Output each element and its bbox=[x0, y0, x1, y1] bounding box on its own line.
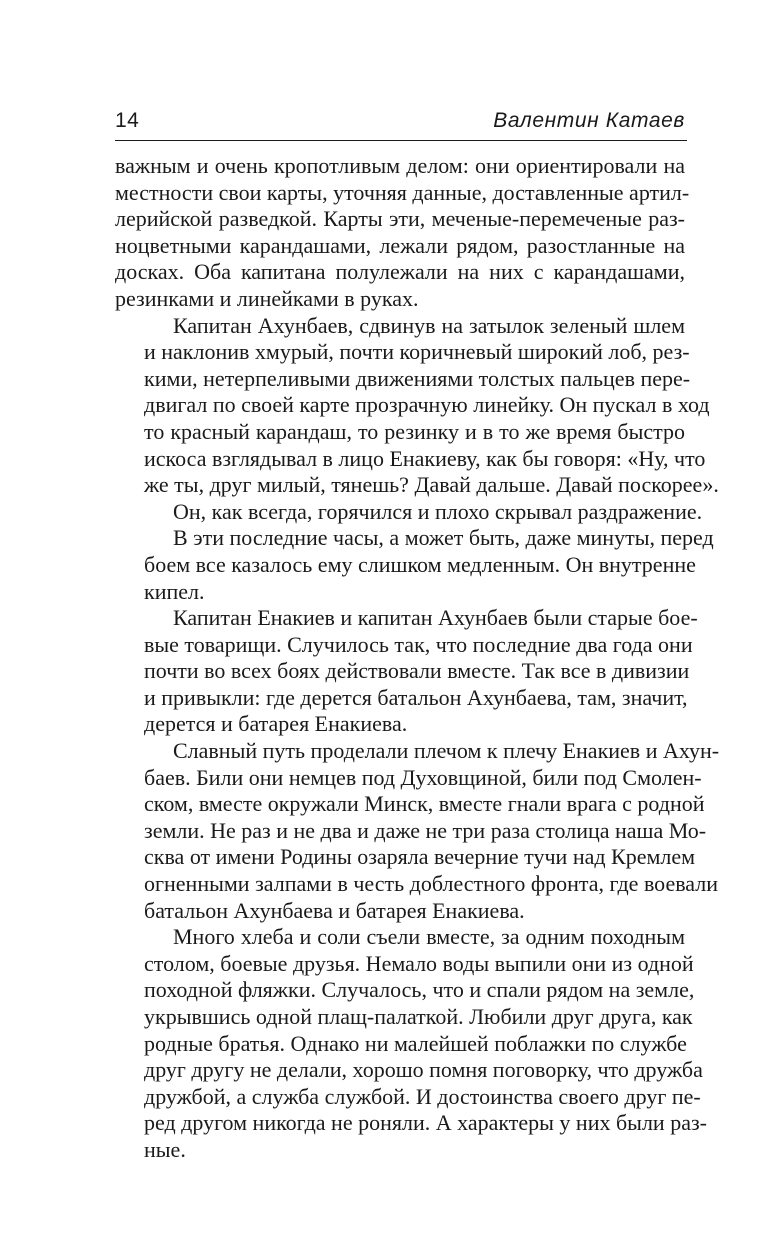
text-line: батальон Ахунбаева и батарея Енакиева. bbox=[144, 897, 525, 923]
header-divider bbox=[115, 140, 687, 141]
body-text bbox=[115, 153, 720, 1164]
text-line: резинками и линейками в руках. bbox=[115, 285, 419, 311]
text-line: лерийской разведкой. Карты эти, меченые-перемеченые раз- bbox=[115, 206, 685, 232]
text-line: столом, боевые друзья. Немало воды выпили они из одной bbox=[144, 950, 694, 976]
paragraph bbox=[115, 605, 698, 738]
text-line: ред другом никогда не роняли. А характеры у них были раз- bbox=[144, 1110, 707, 1136]
text-line: укрывшись одной плащ-палаткой. Любили друг друга, как bbox=[144, 1004, 693, 1029]
text-line: Он, как всегда, горячился и плохо скрывал раздражение. bbox=[173, 498, 703, 524]
text-line: родные братья. Однако ни малейшей поблажки по службе bbox=[144, 1030, 687, 1056]
text-line: двигал по своей карте прозрачную линейку. Он пускал в ход bbox=[144, 392, 710, 418]
text-line: искоса взглядывал в лицо Енакиеву, как бы говоря: «Ну, что bbox=[144, 445, 706, 471]
text-line: Капитан Енакиев и капитан Ахунбаев были старые бое- bbox=[173, 605, 698, 631]
text-line: важным и очень кропотливым делом: они ориентировали на bbox=[115, 153, 685, 178]
paragraph bbox=[115, 498, 703, 526]
paragraph bbox=[115, 312, 719, 499]
text-line: Капитан Ахунбаев, сдвинув на затылок зеленый шлем bbox=[173, 312, 685, 338]
text-line: кими, нетерпеливыми движениями толстых пальцев пере- bbox=[144, 365, 691, 391]
text-line: досках. Оба капитана полулежали на них с карандашами, bbox=[115, 259, 685, 285]
text-line: ноцветными карандашами, лежали рядом, разостланные на bbox=[115, 232, 685, 258]
text-line: баев. Били они немцев под Духовщиной, били под Смолен- bbox=[144, 764, 702, 790]
text-line: боем все казалось ему слишком медленным. Он внутренне bbox=[144, 551, 696, 577]
text-line: походной фляжки. Случалось, что и спали рядом на земле, bbox=[144, 977, 695, 1003]
text-line: сква от имени Родины озаряла вечерние тучи над Кремлем bbox=[144, 844, 696, 870]
paragraph bbox=[115, 738, 720, 924]
text-line: земли. Не раз и не два и даже не три раза столица наша Мо- bbox=[144, 817, 707, 843]
text-line: почти во всех боях действовали вместе. Так все в дивизии bbox=[144, 658, 690, 684]
text-line: же ты, друг милый, тянешь? Давай дальше. Давай поскорее». bbox=[144, 472, 719, 498]
text-line: Славный путь проделали плечом к плечу Енакиев и Ахун- bbox=[173, 738, 720, 764]
text-line: кипел. bbox=[144, 578, 205, 604]
paragraph bbox=[115, 525, 714, 605]
text-line: Много хлеба и соли съели вместе, за одним походным bbox=[173, 924, 685, 950]
text-line: огненными залпами в честь доблестного фронта, где воевали bbox=[144, 871, 719, 897]
text-line: ском, вместе окружали Минск, вместе гнали врага с родной bbox=[144, 791, 705, 817]
page-number: 14 bbox=[115, 109, 140, 132]
text-line: дружбой, а служба службой. И достоинства своего друг пе- bbox=[144, 1083, 701, 1109]
text-line: ные. bbox=[144, 1136, 186, 1162]
text-line: местности свои карты, уточняя данные, доставленные артил- bbox=[115, 179, 690, 205]
text-line: друг другу не делали, хорошо помня поговорку, что дружба bbox=[144, 1057, 703, 1083]
paragraph bbox=[115, 153, 690, 313]
text-line: то красный карандаш, то резинку и в то же время быстро bbox=[144, 418, 685, 444]
page-header bbox=[115, 103, 685, 133]
text-line: вые товарищи. Случилось так, что последние два года они bbox=[144, 631, 693, 657]
text-line: и привыкли: где дерется батальон Ахунбаева, там, значит, bbox=[144, 684, 688, 710]
paragraph bbox=[115, 924, 707, 1163]
text-line: и наклонив хмурый, почти коричневый широкий лоб, рез- bbox=[144, 339, 690, 365]
running-head-author: Валентин Катаев bbox=[493, 109, 685, 132]
text-line: В эти последние часы, а может быть, даже минуты, перед bbox=[173, 525, 714, 551]
text-line: дерется и батарея Енакиева. bbox=[144, 711, 408, 737]
